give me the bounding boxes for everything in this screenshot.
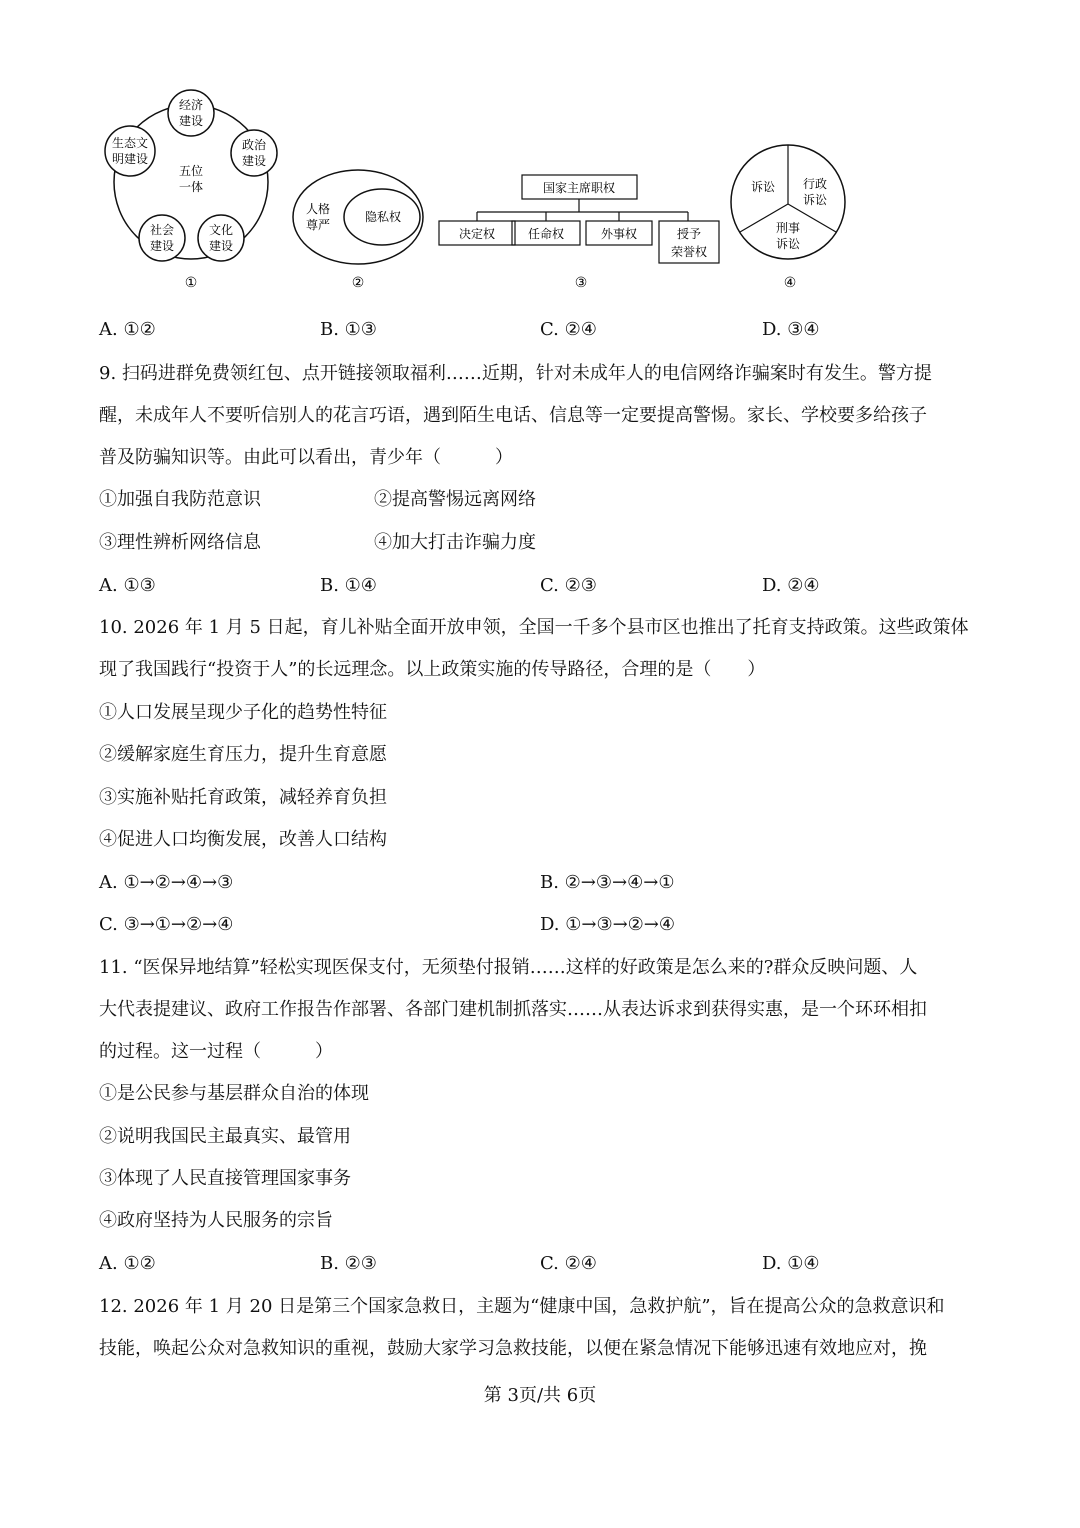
q10-option-d: D. ①→③→②→④: [540, 914, 676, 935]
fig1-node-economy: [168, 90, 214, 136]
fig1-center-line2: 一体: [178, 180, 204, 194]
q10-item-4: ④促进人口均衡发展，改善人口结构: [99, 829, 387, 850]
fig3-label: ③: [574, 275, 588, 291]
fig4-bottom-l1: 刑事: [775, 221, 801, 235]
fig3-child-4-l1: 授予: [676, 227, 702, 241]
fig4-right-l2: 诉讼: [802, 193, 828, 207]
q11-option-a: A. ①②: [99, 1253, 156, 1274]
fig1-node-society: [139, 215, 185, 261]
q11-item-2: ②说明我国民主最真实、最管用: [99, 1126, 351, 1147]
q10-stem-line-2: 现了我国践行“投资于人”的长远理念。以上政策实施的传导路径，合理的是（ ）: [99, 659, 766, 680]
fig1-center-line1: 五位: [178, 164, 204, 178]
fig3-child-4-l2: 荣誉权: [670, 245, 708, 259]
fig2-inner: 隐私权: [364, 210, 402, 224]
q11-option-d: D. ①④: [762, 1253, 820, 1274]
q10-option-a: A. ①→②→④→③: [99, 872, 234, 893]
q11-stem-line-1: 11. “医保异地结算”轻松实现医保支付，无须垫付报销……这样的好政策是怎么来的?群众反映问题、人: [99, 957, 918, 978]
q10-option-c: C. ③→①→②→④: [99, 914, 234, 935]
fig3-child-2: 任命权: [527, 227, 565, 241]
q11-option-b: B. ②③: [320, 1253, 377, 1274]
figure-1-five-in-one: [105, 90, 277, 291]
q9-item-3: ③理性辨析网络信息: [99, 532, 261, 553]
q9-option-c: C. ②③: [540, 575, 597, 596]
fig1-node-economy-l2: 建设: [178, 114, 204, 128]
fig1-node-politics-l1: 政治: [241, 138, 267, 152]
fig4-bottom-l2: 诉讼: [775, 237, 801, 251]
q8-option-c: C. ②④: [540, 319, 597, 340]
fig3-child-3: 外事权: [600, 227, 638, 241]
q11-item-3: ③体现了人民直接管理国家事务: [99, 1168, 351, 1189]
q11-item-4: ④政府坚持为人民服务的宗旨: [99, 1210, 333, 1231]
q10-item-2: ②缓解家庭生育压力，提升生育意愿: [99, 744, 387, 765]
fig2-label: ②: [351, 275, 365, 291]
fig1-node-ecology-l2: 明建设: [111, 152, 149, 166]
q11-option-c: C. ②④: [540, 1253, 597, 1274]
q9-stem-line-1: 9. 扫码进群免费领红包、点开链接领取福利……近期，针对未成年人的电信网络诈骗案时有发生。警方提: [99, 363, 932, 384]
q10-item-3: ③实施补贴托育政策，减轻养育负担: [99, 787, 387, 808]
fig2-outer-l1: 人格: [305, 202, 331, 216]
fig1-node-ecology-l1: 生态文: [111, 136, 149, 150]
q9-item-2: ②提高警惕远离网络: [374, 489, 536, 510]
q11-stem-line-3: 的过程。这一过程（ ）: [99, 1041, 333, 1062]
fig4-left: 诉讼: [750, 180, 776, 194]
q9-option-b: B. ①④: [320, 575, 377, 596]
q12-stem-line-2: 技能，唤起公众对急救知识的重视，鼓励大家学习急救技能，以便在紧急情况下能够迅速有效地应对，挽: [99, 1338, 927, 1359]
q11-stem-line-2: 大代表提建议、政府工作报告作部署、各部门建机制抓落实……从表达诉求到获得实惠，是一个环环相扣: [99, 999, 927, 1020]
q8-option-d: D. ③④: [762, 319, 820, 340]
q11-item-1: ①是公民参与基层群众自治的体现: [99, 1083, 369, 1104]
figure-3-labels: [459, 180, 707, 291]
q10-option-b: B. ②→③→④→①: [540, 872, 675, 893]
fig1-node-culture-l1: 文化: [208, 223, 234, 237]
figure-4-litigation: [731, 145, 845, 291]
fig1-node-economy-l1: 经济: [178, 98, 204, 112]
fig1-node-society-l1: 社会: [149, 223, 175, 237]
figures-row: [0, 80, 1080, 300]
fig1-node-politics: [231, 130, 277, 176]
fig2-outer-l2: 尊严: [305, 218, 331, 232]
fig1-node-culture-l2: 建设: [208, 239, 234, 253]
q8-option-b: B. ①③: [320, 319, 377, 340]
fig1-node-politics-l2: 建设: [241, 154, 267, 168]
page-footer: 第 3页/共 6页: [483, 1385, 597, 1406]
fig1-label: ①: [184, 275, 198, 291]
q9-stem-line-3: 普及防骗知识等。由此可以看出，青少年（ ）: [99, 447, 513, 468]
q9-option-a: A. ①③: [99, 575, 156, 596]
fig4-label: ④: [783, 275, 797, 291]
fig4-right-l1: 行政: [802, 177, 828, 191]
q9-stem-line-2: 醒，未成年人不要听信别人的花言巧语，遇到陌生电话、信息等一定要提高警惕。家长、学校要多给孩子: [99, 405, 927, 426]
q9-item-1: ①加强自我防范意识: [99, 489, 261, 510]
fig1-node-ecology: [105, 126, 155, 176]
q10-stem-line-1: 10. 2026 年 1 月 5 日起，育儿补贴全面开放申领，全国一千多个县市区也推出了托育支持政策。这些政策体: [99, 617, 969, 638]
q12-stem-line-1: 12. 2026 年 1 月 20 日是第三个国家急救日，主题为“健康中国，急救护航”，旨在提高公众的急救意识和: [99, 1296, 945, 1317]
fig1-node-society-l2: 建设: [149, 239, 175, 253]
fig3-root: 国家主席职权: [542, 181, 616, 195]
q10-item-1: ①人口发展呈现少子化的趋势性特征: [99, 702, 387, 723]
q9-option-d: D. ②④: [762, 575, 820, 596]
figure-2-dignity-privacy: [293, 170, 423, 291]
fig3-child-1: 决定权: [458, 227, 496, 241]
q8-option-a: A. ①②: [99, 319, 156, 340]
q9-item-4: ④加大打击诈骗力度: [374, 532, 536, 553]
fig1-node-culture: [198, 215, 244, 261]
